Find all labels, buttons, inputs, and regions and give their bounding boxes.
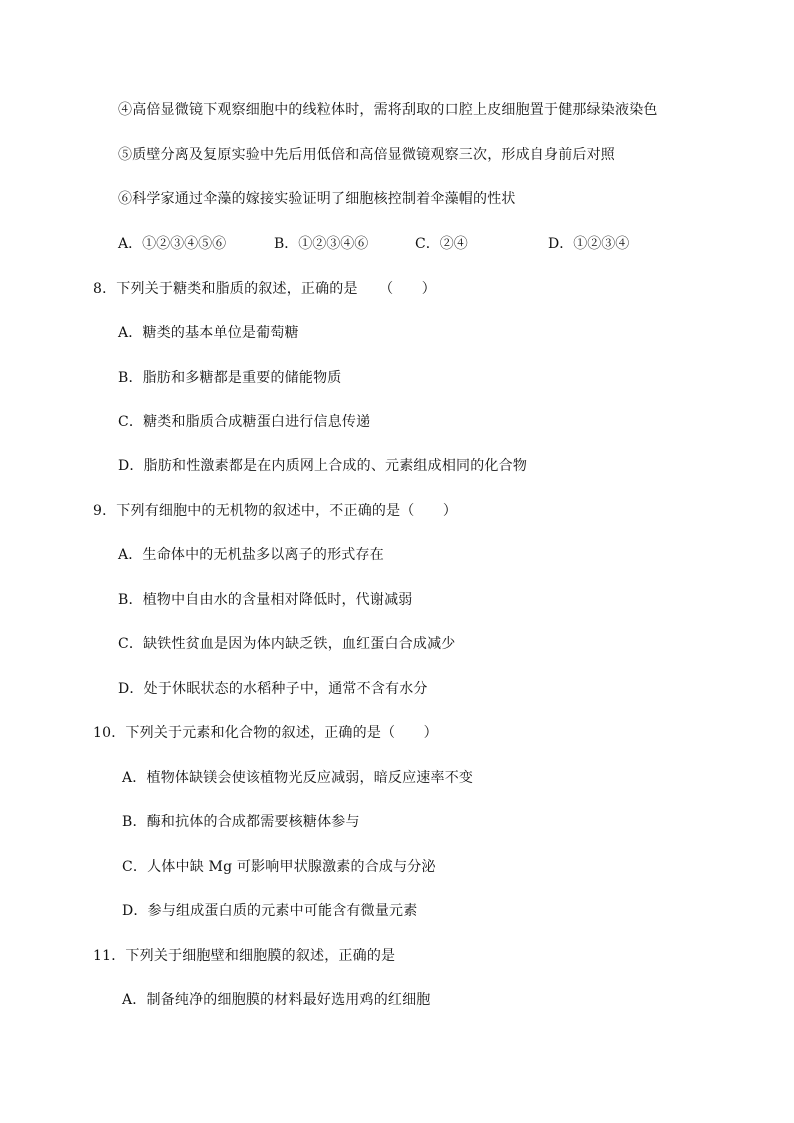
q9-option-c: C．缺铁性贫血是因为体内缺乏铁，血红蛋白合成减少 <box>118 636 456 652</box>
statement-6: ⑥科学家通过伞藻的嫁接实验证明了细胞核控制着伞藻帽的性状 <box>118 191 516 207</box>
q9-stem: 9．下列有细胞中的无机物的叙述中，不正确的是（ ） <box>93 503 458 519</box>
q8-option-d: D．脂肪和性激素都是在内质网上合成的、元素组成相同的化合物 <box>118 458 528 474</box>
q8-option-c: C．糖类和脂质合成糖蛋白进行信息传递 <box>118 414 371 430</box>
q10-option-a: A．植物体缺镁会使该植物光反应减弱，暗反应速率不变 <box>122 770 474 786</box>
q8-option-b: B．脂肪和多糖都是重要的储能物质 <box>118 370 342 386</box>
q8-stem: 8．下列关于糖类和脂质的叙述，正确的是 （ ） <box>93 281 436 297</box>
q7-options <box>118 234 718 254</box>
q10-option-d: D．参与组成蛋白质的元素中可能含有微量元素 <box>122 903 418 919</box>
q10-option-c: C．人体中缺 Mg 可影响甲状腺激素的合成与分泌 <box>122 859 436 875</box>
q7-option-d: D．①②③④ <box>548 236 630 252</box>
statement-4: ④高倍显微镜下观察细胞中的线粒体时，需将刮取的口腔上皮细胞置于健那绿染液染色 <box>118 102 658 118</box>
q10-option-b: B．酶和抗体的合成都需要核糖体参与 <box>122 814 360 830</box>
statement-5: ⑤质壁分离及复原实验中先后用低倍和高倍显微镜观察三次，形成自身前后对照 <box>118 147 615 163</box>
q10-stem: 10．下列关于元素和化合物的叙述，正确的是（ ） <box>93 725 438 741</box>
q9-option-a: A．生命体中的无机盐多以离子的形式存在 <box>118 547 384 563</box>
q7-option-c: C．②④ <box>415 236 468 252</box>
q7-option-a: A．①②③④⑤⑥ <box>118 236 227 252</box>
q9-option-d: D．处于休眠状态的水稻种子中，通常不含有水分 <box>118 681 428 697</box>
q9-option-b: B．植物中自由水的含量相对降低时，代谢减弱 <box>118 592 413 608</box>
q7-option-b: B．①②③④⑥ <box>274 236 369 252</box>
q11-stem: 11．下列关于细胞壁和细胞膜的叙述，正确的是 <box>93 948 396 964</box>
q11-option-a: A．制备纯净的细胞膜的材料最好选用鸡的红细胞 <box>122 992 431 1008</box>
q8-option-a: A．糖类的基本单位是葡萄糖 <box>118 325 299 341</box>
